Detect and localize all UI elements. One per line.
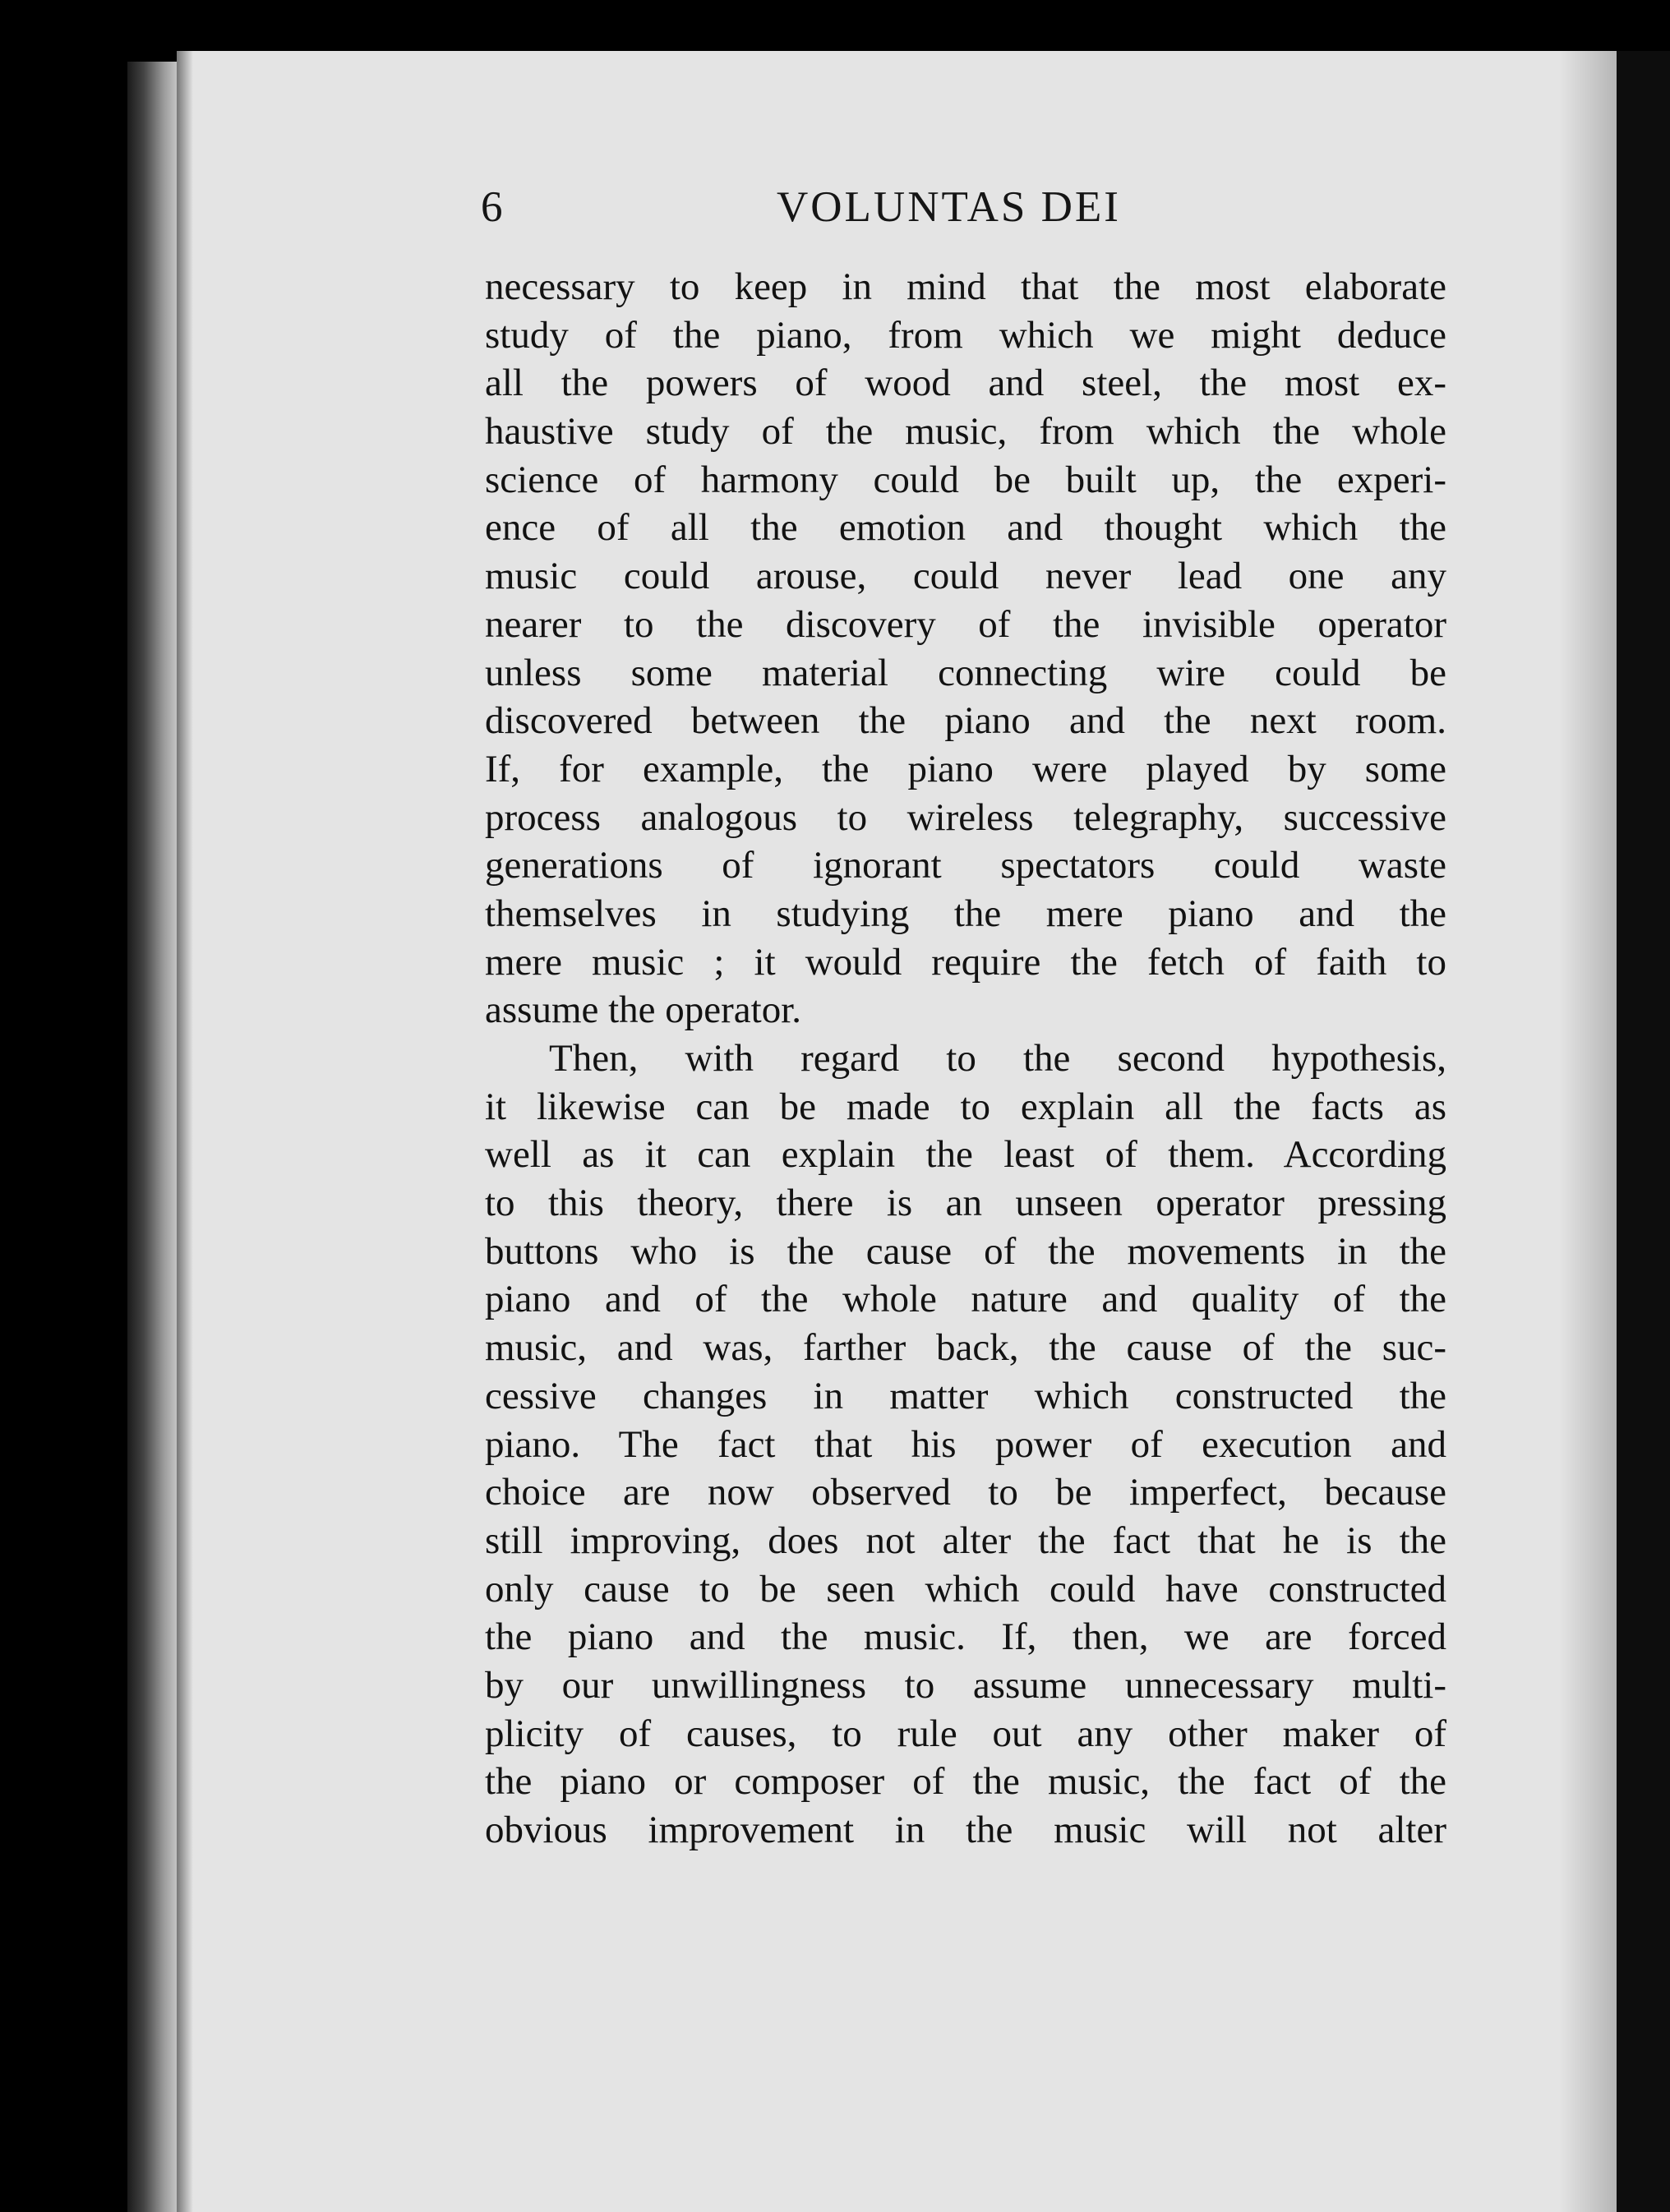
text-line: If, for example, the piano were played by some	[485, 747, 1446, 790]
text-line: all the powers of wood and steel, the most ex-	[485, 362, 1446, 405]
text-line: nearer to the discovery of the invisible operator	[485, 602, 1446, 646]
text-line: it likewise can be made to explain all the facts as	[485, 1085, 1446, 1128]
text-line: assume the operator.	[485, 988, 802, 1032]
text-line: process analogous to wireless telegraphy, successive	[485, 795, 1446, 839]
text-line: plicity of causes, to rule out any other maker of	[485, 1712, 1446, 1755]
text-line: choice are now observed to be imperfect, because	[485, 1471, 1446, 1514]
text-line: the piano or composer of the music, the fact of the	[485, 1760, 1446, 1804]
text-line: still improving, does not alter the fact that he is the	[485, 1518, 1446, 1562]
body-text	[485, 263, 1446, 1855]
text-line: to this theory, there is an unseen operator pressing	[485, 1182, 1446, 1225]
text-line: discovered between the piano and the next room.	[485, 699, 1446, 743]
spine-fold-shadow	[177, 51, 193, 2212]
text-line: mere music ; it would require the fetch of faith to	[485, 940, 1446, 984]
text-line: the piano and the music. If, then, we are forced	[485, 1615, 1446, 1659]
text-line: ence of all the emotion and thought which the	[485, 506, 1446, 550]
text-line: themselves in studying the mere piano and the	[485, 892, 1446, 935]
text-line: unless some material connecting wire could be	[485, 651, 1446, 694]
text-line: well as it can explain the least of them. According	[485, 1133, 1446, 1177]
scan-margin-right	[1617, 51, 1670, 2212]
page-number: 6	[481, 183, 503, 231]
text-line: Then, with regard to the second hypothesis,	[549, 1037, 1446, 1080]
text-line: buttons who is the cause of the movements in the	[485, 1229, 1446, 1273]
text-line: piano and of the whole nature and quality of the	[485, 1278, 1446, 1321]
paragraph-1	[485, 263, 1446, 1035]
text-line: haustive study of the music, from which the whole	[485, 410, 1446, 454]
text-line: obvious improvement in the music will not alter	[485, 1809, 1446, 1851]
running-head	[481, 182, 1438, 240]
text-line: study of the piano, from which we might deduce	[485, 313, 1446, 357]
text-line: by our unwillingness to assume unnecessary multi-	[485, 1663, 1446, 1707]
text-line: science of harmony could be built up, the experi-	[485, 458, 1446, 501]
text-line: piano. The fact that his power of execution and	[485, 1422, 1446, 1466]
text-line: necessary to keep in mind that the most elaborate	[485, 265, 1446, 308]
text-line: music could arouse, could never lead one any	[485, 555, 1446, 598]
text-line: music, and was, farther back, the cause of the suc-	[485, 1326, 1446, 1370]
text-line: generations of ignorant spectators could waste	[485, 844, 1446, 887]
page-edge-shadow	[1559, 51, 1617, 2212]
text-line: only cause to be seen which could have constructed	[485, 1567, 1446, 1611]
running-title: VOLUNTAS DEI	[777, 183, 1121, 231]
paragraph-2	[485, 1035, 1446, 1855]
text-line: cessive changes in matter which constructed the	[485, 1374, 1446, 1417]
